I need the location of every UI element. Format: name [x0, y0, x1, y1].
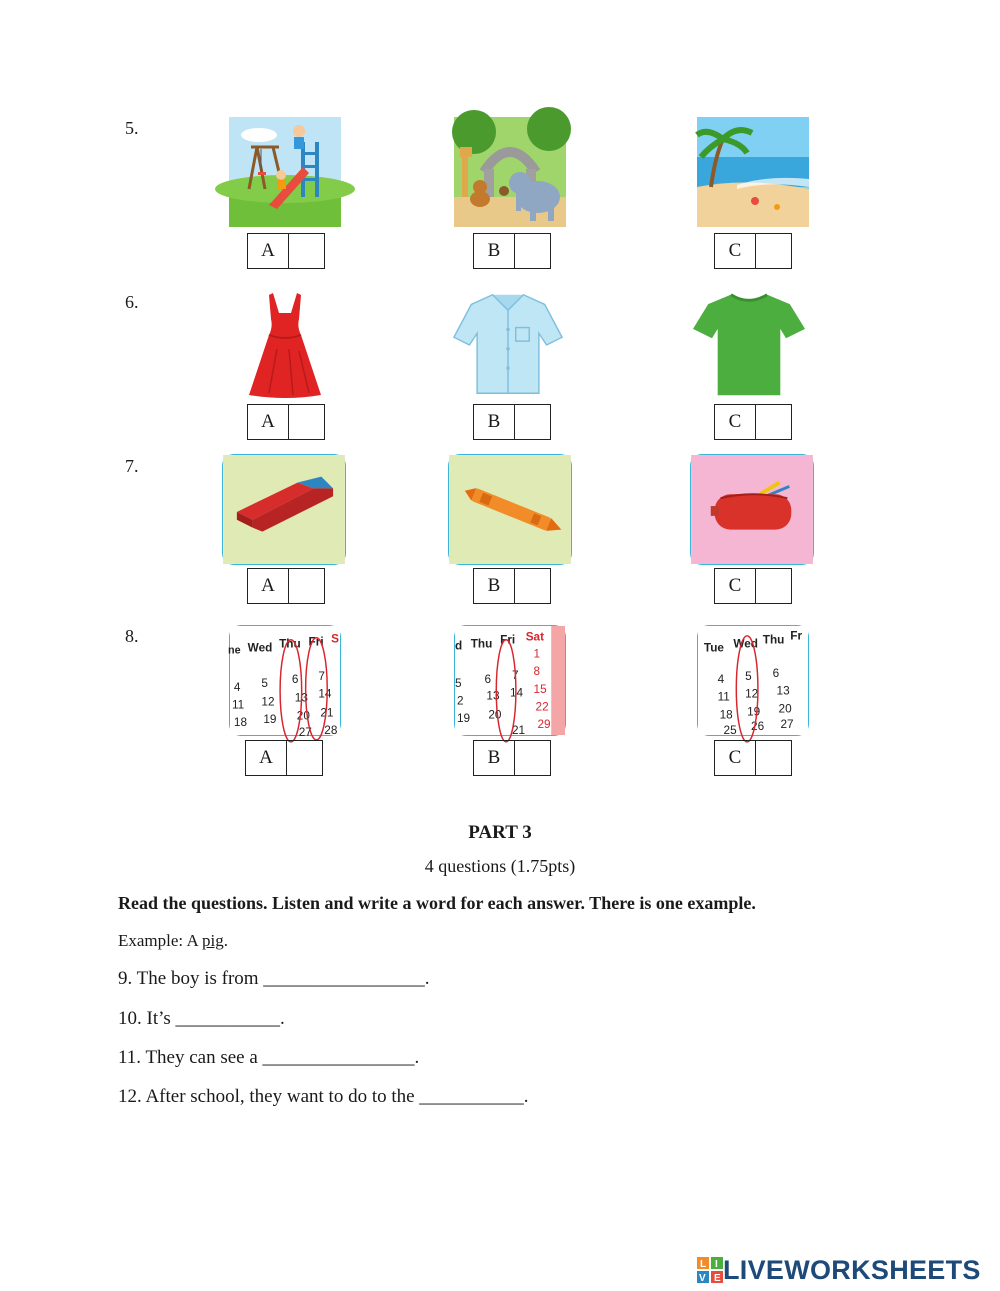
option-label: B	[474, 234, 515, 268]
calendar-date: 26	[751, 720, 765, 734]
calendar-date: 22	[535, 700, 549, 714]
calendar-day: d	[455, 639, 463, 653]
calendar-day: Fr	[790, 629, 803, 643]
zoo-picture	[454, 117, 566, 227]
calendar-date: 1	[533, 647, 541, 661]
calendar-date: 6	[291, 672, 299, 686]
calendar-day: Fri	[500, 633, 516, 647]
calendar-date: 6	[772, 667, 780, 681]
answer-box-8a	[245, 740, 323, 776]
calendar-date: 5	[261, 676, 268, 690]
option-label: A	[248, 405, 289, 439]
question-number-5: 5.	[125, 118, 139, 138]
calendar-day: Thu	[470, 637, 493, 651]
blue-shirt-picture	[452, 289, 564, 399]
answer-box-7b	[473, 568, 551, 604]
answer-input[interactable]	[756, 741, 791, 775]
question-11[interactable]: 11. They can see a ________________.	[118, 1047, 420, 1068]
calendar-date: 13	[486, 689, 500, 703]
calendar-date: 4	[233, 680, 241, 694]
option-label: C	[715, 234, 756, 268]
option-label: A	[248, 234, 289, 268]
question-12[interactable]: 12. After school, they want to do to the ___________.	[118, 1086, 529, 1107]
answer-input[interactable]	[756, 405, 791, 439]
answer-box-6c	[714, 404, 792, 440]
calendar-date: 19	[456, 712, 471, 726]
calendar-day: Wed	[733, 637, 758, 651]
calendar-date: 5	[745, 670, 752, 684]
answer-box-8c	[714, 740, 792, 776]
part-title: PART 3	[468, 822, 532, 843]
question-number-7: 7.	[125, 456, 139, 476]
answer-input[interactable]	[515, 569, 550, 603]
calendar-date: 14	[318, 687, 332, 701]
question-number-8: 8.	[125, 626, 139, 646]
calendar-date: 12	[745, 687, 759, 701]
calendar-date: 19	[747, 705, 761, 719]
option-label: A	[246, 741, 287, 775]
calendar-date: 13	[776, 684, 790, 698]
answer-input[interactable]	[289, 405, 324, 439]
logo-block-letter: V	[699, 1273, 706, 1284]
logo-block-letter: E	[714, 1273, 721, 1284]
example-suffix: .	[223, 931, 229, 950]
eraser-picture	[222, 454, 346, 565]
answer-input[interactable]	[289, 234, 324, 268]
part-subtitle: 4 questions (1.75pts)	[424, 856, 576, 876]
example-line	[118, 931, 228, 951]
answer-input[interactable]	[515, 405, 550, 439]
calendar-date: 2	[456, 694, 464, 708]
calendar-date: 13	[294, 691, 308, 705]
calendar-date: 11	[717, 690, 730, 704]
option-label: C	[715, 569, 756, 603]
calendar-date: 11	[231, 698, 245, 712]
option-label: A	[248, 569, 289, 603]
answer-box-7c	[714, 568, 792, 604]
calendar-picture-c	[697, 625, 809, 736]
beach-picture	[697, 117, 809, 227]
calendar-day: Wed	[247, 641, 273, 655]
calendar-date: 12	[261, 695, 275, 709]
calendar-date: 20	[488, 708, 502, 722]
logo-text: LIVEWORKSHEETS	[723, 1254, 981, 1285]
option-label: B	[474, 569, 515, 603]
calendar-date: 6	[484, 672, 492, 686]
answer-input[interactable]	[515, 741, 550, 775]
answer-input[interactable]	[515, 234, 550, 268]
calendar-date: 5	[455, 676, 462, 690]
calendar-date: 7	[318, 670, 325, 684]
calendar-day: S	[331, 632, 340, 646]
calendar-date: 27	[298, 725, 312, 739]
logo-block-letter: I	[715, 1259, 718, 1270]
instruction-text: Read the questions. Listen and write a word for each answer. There is one example.	[118, 893, 756, 913]
answer-box-5c	[714, 233, 792, 269]
calendar-picture-b	[454, 625, 566, 736]
pencil-case-picture	[690, 454, 814, 565]
calendar-date: 21	[320, 706, 334, 720]
answer-box-5a	[247, 233, 325, 269]
calendar-picture-a	[228, 625, 341, 739]
liveworksheets-logo	[697, 1255, 981, 1285]
answer-box-8b	[473, 740, 551, 776]
question-number-6: 6.	[125, 292, 139, 312]
calendar-date: 29	[537, 718, 551, 732]
calendar-day: Thu	[762, 633, 785, 647]
calendar-date: 14	[510, 686, 524, 700]
calendar-day: Thu	[279, 637, 301, 651]
question-9[interactable]: 9. The boy is from _________________.	[118, 968, 430, 989]
answer-box-5b	[473, 233, 551, 269]
playground-picture	[229, 117, 341, 227]
answer-input[interactable]	[287, 741, 322, 775]
calendar-day: Tue	[703, 641, 724, 655]
calendar-date: 4	[717, 672, 725, 686]
calendar-date: 18	[233, 716, 248, 730]
crayon-picture	[448, 454, 572, 565]
answer-box-6a	[247, 404, 325, 440]
calendar-date: 8	[533, 665, 541, 679]
example-answer: pig	[202, 931, 224, 950]
calendar-date: 15	[533, 682, 547, 696]
calendar-date: 21	[511, 724, 526, 738]
answer-input[interactable]	[289, 569, 324, 603]
red-dress-picture	[229, 289, 341, 399]
calendar-date: 28	[324, 724, 338, 738]
logo-block-icon	[697, 1257, 723, 1283]
calendar-date: 19	[263, 713, 277, 727]
calendar-day: Fri	[308, 635, 324, 649]
calendar-day: ne	[228, 644, 241, 657]
answer-box-6b	[473, 404, 551, 440]
calendar-date: 20	[778, 702, 792, 716]
option-label: C	[715, 405, 756, 439]
logo-block-letter: L	[700, 1259, 707, 1270]
calendar-date: 27	[780, 718, 794, 732]
example-prefix: Example: A	[118, 931, 203, 950]
calendar-day: Sat	[525, 630, 545, 644]
answer-input[interactable]	[756, 569, 791, 603]
answer-input[interactable]	[756, 234, 791, 268]
option-label: B	[474, 741, 515, 775]
answer-box-7a	[247, 568, 325, 604]
question-10[interactable]: 10. It’s ___________.	[118, 1008, 285, 1029]
calendar-date: 18	[719, 708, 733, 722]
calendar-date: 25	[723, 724, 737, 738]
option-label: C	[715, 741, 756, 775]
calendar-date: 20	[296, 709, 310, 723]
calendar-date: 7	[511, 669, 519, 683]
option-label: B	[474, 405, 515, 439]
green-t-shirt-picture	[693, 289, 805, 399]
